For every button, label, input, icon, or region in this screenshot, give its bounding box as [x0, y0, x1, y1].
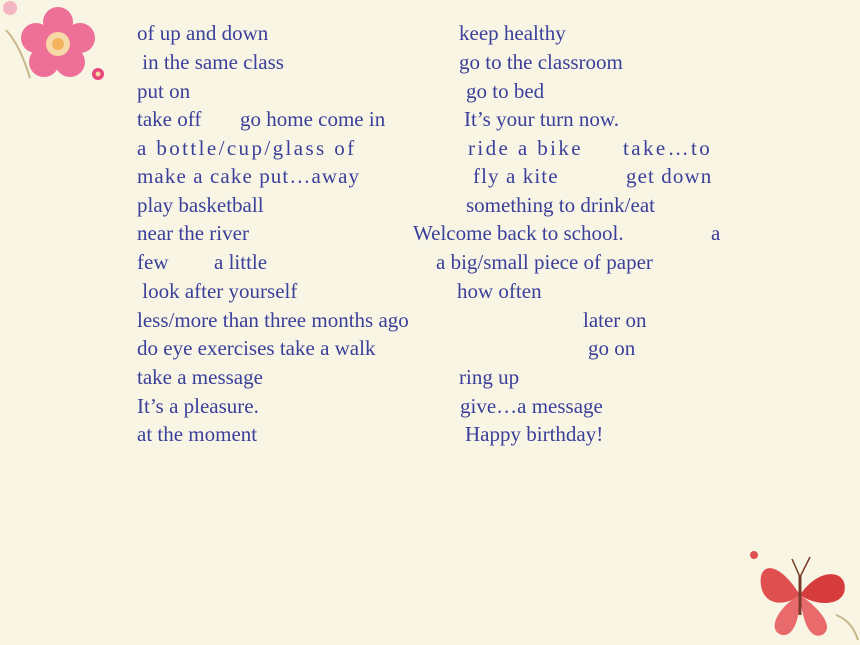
- phrase-right: go to bed: [466, 79, 545, 103]
- phrase-right: a big/small piece of paper: [436, 250, 653, 274]
- phrase-left: of up and down: [137, 21, 269, 45]
- phrase-left: few: [137, 250, 169, 274]
- phrase-left: take off: [137, 107, 202, 131]
- phrase-left: at the moment: [137, 422, 258, 446]
- phrase-left: in the same class: [137, 50, 284, 74]
- phrase-right: give…a message: [460, 394, 603, 418]
- phrase-far: a: [711, 221, 721, 245]
- phrase-left: make a cake put…away: [137, 164, 361, 188]
- phrase-right: go on: [588, 336, 636, 360]
- pink-flower-icon: [0, 0, 120, 95]
- phrase-left: put on: [137, 79, 191, 103]
- phrase-right: Happy birthday!: [465, 422, 604, 446]
- butterfly-icon: [740, 545, 860, 645]
- phrase-right: ride a bike: [468, 136, 584, 160]
- phrase-right: fly a kite: [473, 164, 559, 188]
- phrase-right: It’s your turn now.: [464, 107, 619, 131]
- phrase-left: a bottle/cup/glass of: [137, 136, 357, 160]
- phrase-right: go to the classroom: [459, 50, 623, 74]
- phrase-right: how often: [457, 279, 542, 303]
- phrase-left: do eye exercises take a walk: [137, 336, 376, 360]
- phrase-left: take a message: [137, 365, 263, 389]
- phrase-mid: go home come in: [240, 107, 386, 131]
- phrase-right: keep healthy: [459, 21, 566, 45]
- phrase-left: near the river: [137, 221, 249, 245]
- phrase-left: It’s a pleasure.: [137, 394, 259, 418]
- phrase-right: later on: [583, 308, 647, 332]
- phrase-mid: a little: [214, 250, 268, 274]
- phrase-right: something to drink/eat: [466, 193, 655, 217]
- phrase-far: take…to: [623, 136, 713, 160]
- phrase-right: ring up: [459, 365, 520, 389]
- phrase-right: Welcome back to school.: [413, 221, 624, 245]
- phrase-left: play basketball: [137, 193, 264, 217]
- phrase-far: get down: [626, 164, 713, 188]
- phrase-left: less/more than three months ago: [137, 308, 409, 332]
- phrase-left: look after yourself: [137, 279, 298, 303]
